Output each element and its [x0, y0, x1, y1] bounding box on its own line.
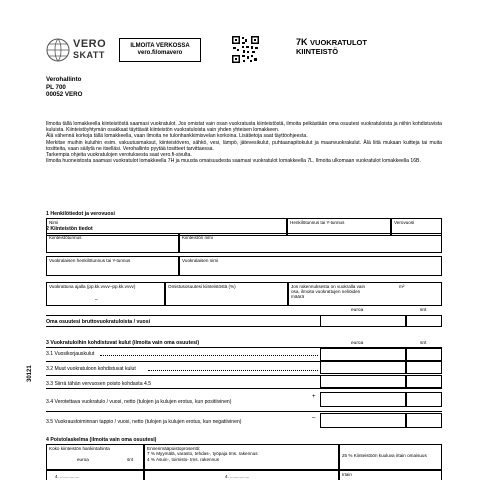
depreciation-rate-7: 7 % Myymälä, varasto, tehdas-, työpaja tms. rakennus [147, 451, 258, 457]
logo-text-skatt: SKATT [73, 50, 105, 60]
depreciation-rate-field[interactable] [144, 444, 339, 470]
row-3-3-label: 3.3 Siirrä tähän vervuosen poisto kohdasta 4.5 [46, 381, 152, 387]
section-4-title: 4 Poistolaskelma (ilmoita vain oma osuutesi) [46, 437, 157, 443]
rental-period-field[interactable] [46, 282, 165, 306]
row-3-2-euros[interactable] [320, 361, 406, 374]
movable-property-label: 25 % Kiinteistöön kuuluva irtain omaisuus [342, 453, 427, 458]
person-id-label: Henkilötunnus tai Y-tunnus [290, 220, 345, 225]
gross-rent-header-cents: snt [420, 308, 427, 313]
row-3-5-euros[interactable] [320, 413, 406, 428]
row-3-3-cents[interactable] [406, 375, 442, 388]
section-1-title: 1 Henkilötiedot ja verovuosi [46, 211, 115, 217]
online-box-title: ILMOITA VERKOSSA [130, 43, 190, 49]
row-3-3-euros[interactable] [320, 375, 406, 388]
row-3-1-euros[interactable] [320, 348, 406, 361]
vertical-side-code: 30121 [27, 365, 33, 382]
building-area-field[interactable] [288, 282, 442, 306]
gross-rent-cents-input[interactable] [406, 315, 442, 327]
tenant-name-field[interactable] [179, 256, 442, 276]
intro-paragraph-1: Ilmoita tällä lomakkeella kiinteistöstä saamasi vuokratulot. Jos omistat vain osan vuokratusta kiinteistöstä, ilmoita pelkästään oma osuutesi vuokratuloista ja niihin kohdistuvista kuluista. Kiinteistöyhtymän osakkaat täyttävät kiinteistön vuokratuloista vain yhden yhteisen lomakkeen. [46, 121, 442, 134]
calc-row-a[interactable] [46, 470, 144, 480]
intro-paragraph-5: Ilmoita huoneistosta saamasi vuokratulot lomakkeella 7H ja muusta omaisuudesta saamasi vuokratulot lomakkeella 7L. Ilmoita ulkomaan vuokratulot lomakkeella 16B. [46, 158, 421, 165]
section-3-title: 3 Vuokratuloihin kohdistuvat kulut (ilmoita vain oma osuutesi) [46, 340, 200, 346]
tenant-name-label: Vuokralaisen nimi [182, 258, 219, 263]
address-block [46, 76, 82, 99]
row-3-4-euros[interactable] [320, 392, 406, 407]
form-subtitle: KIINTEISTÖ [296, 47, 339, 56]
calc-c-label: Irtain [342, 472, 352, 477]
calc-row-b[interactable] [144, 470, 339, 480]
row-3-1-label: 3.1 Vuosikorjauskulut [46, 351, 95, 357]
vero-logo [46, 37, 108, 63]
tax-year-label: Verovuosi [394, 220, 415, 225]
row-3-5-label: 3.5 Vuokraustoiminnan tappio / vuosi, netto (tulojen ja kulujen erotus, kun negatiivinen) [46, 419, 242, 425]
form-code: 7K [296, 37, 308, 47]
intro-paragraph-4: Tarkempia ohjeita vuokratulojen verotuksesta saat vero.fi-sivulta. [46, 152, 192, 159]
building-area-label: Jos rakennuksesta on vuokralla vain osa, ilmoita vuokrattujen neliöiden määrä [291, 284, 366, 300]
address-line-2: PL 700 [46, 83, 66, 91]
ownership-share-label: Omistusosuutesi kiinteistöstä (%) [168, 284, 236, 289]
online-box [119, 38, 201, 62]
logo-text-vero: VERO [73, 38, 107, 50]
row-3-2-cents[interactable] [406, 361, 442, 374]
depreciation-rate-4: 4 % Asuin-, toimisto- tms. rakennus [147, 456, 219, 462]
acquisition-cost-label: Koko kiinteistön hankintahinta [49, 446, 110, 451]
form-title-text: VUOKRATULOT [310, 38, 367, 47]
row-3-4-cents[interactable] [406, 392, 442, 407]
gross-rent-euros-input[interactable] [320, 315, 406, 327]
acquisition-cost-field[interactable] [46, 444, 144, 470]
address-line-3: 00052 VERO [46, 91, 83, 98]
row-3-5-cents[interactable] [406, 413, 442, 428]
ownership-share-field[interactable] [165, 282, 288, 306]
globe-icon [46, 38, 70, 62]
property-name-label: Kiinteistön nimi [182, 235, 213, 240]
property-name-field[interactable] [179, 233, 442, 253]
property-id-field[interactable] [46, 233, 179, 253]
intro-paragraph-3: Merkitse muihin kuluihin esim. vakuutusmaksut, kiinteistövero, sähkö, vesi, lämpö, jätevesikulut, puhtaanapitokulut ja maanvuokrakulut. Älä liitä mukaan kuitteja tai muita tositteita, vaan säilytä ne itselläsi. Verohallinto pyytää tositteet tarvittaessa. [46, 139, 442, 152]
tenant-id-label: Vuokralaisen henkilötunnus tai Y-tunnus [49, 258, 131, 263]
plus-sign: + [312, 394, 316, 400]
tenant-id-field[interactable] [46, 256, 179, 276]
name-label: Nimi [49, 220, 59, 225]
gross-rent-label: Oma osuutesi bruttovuokratuloista / vuosi [46, 319, 151, 325]
calc-row-c[interactable] [339, 470, 442, 480]
gross-rent-header-euros: euroa [351, 308, 364, 313]
row-3-4-label: 3.4 Verotettava vuokratulo / vuosi, netto (tulojen ja kulujen erotus, kun positiivinen) [46, 399, 232, 405]
section-3-cents-header: snt [420, 341, 427, 346]
minus-sign: – [312, 415, 316, 421]
acq-euros-label: euroa [77, 457, 89, 462]
acq-cents-label: snt [127, 457, 134, 462]
depreciation-rate-label: Ennenmääpoistoprosentti: [147, 446, 201, 451]
section-3-euros-header: euroa [351, 341, 364, 346]
movable-property-field[interactable] [339, 444, 442, 470]
section-2-title: 2 Kiinteistön tiedot [46, 226, 93, 232]
property-id-label: Kiinteistötunnus [49, 235, 82, 240]
address-line-1: Verohallinto [46, 76, 82, 83]
period-dash: – [95, 297, 98, 303]
intro-paragraph-2: Älä vähennä korkoja tällä lomakkeella, vaan ilmoita ne tulonhankkimisvelan korkoina. Lisätietoja saat täyttöohjeesta. [46, 133, 308, 140]
rental-period-label: Vuokrattuna ajalla (pp.kk.vvvv–pp.kk.vvvv) [49, 284, 136, 289]
qr-code [232, 36, 259, 63]
calc-a-label: 4. ................ [55, 474, 80, 479]
intro-text [46, 121, 442, 164]
m2-unit: m² [399, 284, 405, 289]
calc-b-label: 4. ................ [225, 474, 250, 479]
online-box-link[interactable]: vero.fi/omavero [137, 50, 183, 56]
row-3-2-label: 3.2 Muut vuokratuloon kohdistuvat kulut [46, 366, 136, 372]
row-3-1-cents[interactable] [406, 348, 442, 361]
